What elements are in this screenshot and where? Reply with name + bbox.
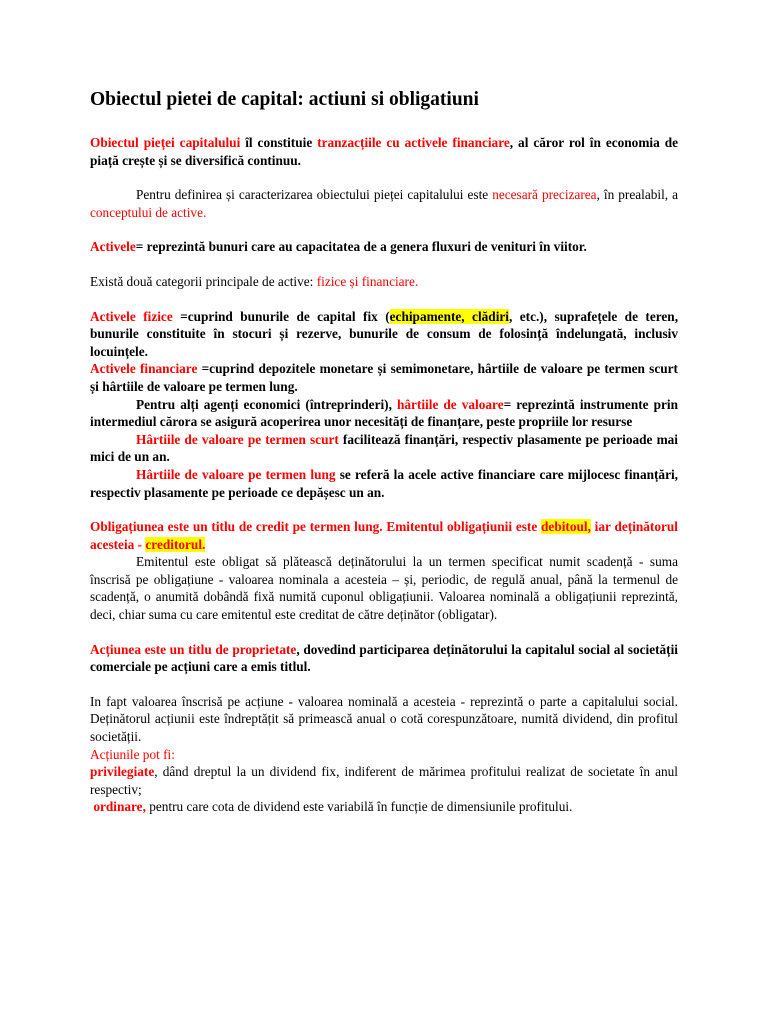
paragraph-long-term — [90, 466, 678, 501]
highlight-debtor: debitoul, — [541, 519, 591, 535]
text-span: , al căror rol în economia de piață crește și se diversifică continuu. — [90, 135, 678, 168]
text-span: pentru care cota de dividend este variabilă în funcție de dimensiunile profitului. — [145, 799, 573, 815]
text-span: , în prealabil, a — [596, 187, 679, 203]
term-long-term-securities: Hârtiile de valoare pe termen lung — [136, 466, 336, 482]
document-title: Obiectul pietei de capital: actiuni si obligatiuni — [90, 89, 479, 110]
term-ordinary: ordinare, — [93, 799, 146, 815]
text-span: , etc.), suprafețele de teren, bunurile constituite în stocuri și rezerve, bunurile de consum de folosință îndelungată, inclusiv locuințele. — [90, 308, 679, 359]
highlight-equipment-buildings: echipamente, clădiri — [389, 308, 509, 324]
term-assets: Activele — [90, 239, 136, 255]
term-necessary-clarification: necesară precizarea — [492, 187, 597, 203]
paragraph-short-term — [90, 431, 678, 466]
document-body — [90, 88, 678, 816]
paragraph-assets-definition — [90, 238, 678, 256]
paragraph-securities — [90, 396, 678, 431]
term-share-definition: Acțiunea este un titlu de proprietate — [90, 641, 297, 657]
paragraph-ordinary-shares — [90, 798, 678, 816]
term-holder: iar deținătorul acesteia - — [90, 519, 678, 552]
paragraph-bond — [90, 518, 678, 553]
paragraph-asset-categories — [90, 273, 678, 291]
paragraph-preferred-shares — [90, 763, 678, 798]
text-span: = reprezintă bunuri care au capacitatea de a genera fluxuri de venituri în viitor. — [135, 239, 587, 255]
term-short-term-securities: Hârtiile de valoare pe termen scurt — [136, 431, 339, 447]
term-physical-assets: Activele fizice — [90, 308, 173, 324]
paragraph-share — [90, 641, 678, 676]
term-securities: hârtiile de valoare — [396, 396, 504, 412]
term-preferred: privilegiate — [90, 764, 155, 780]
text-span: Pentru definirea și caracterizarea obiectului pieței capitalului este — [136, 187, 493, 203]
text-span: se referă la acele active financiare care mijlocesc finanțări, respectiv plasamente pe perioade ce depășesc un an. — [90, 466, 678, 500]
term-asset-concept: conceptului de active. — [90, 204, 207, 220]
text-span: =cuprind depozitele monetare și semimonetare, hârtiile de valoare pe termen scurt și hârtiile de valoare pe termen lung. — [90, 361, 678, 394]
paragraph-bond-details: Emitentul este obligat să plătească deținătorului la un termen specificat numit scadență - suma înscrisă pe obligațiune - valoarea nominala a acesteia – și, periodic, de regulă anual, până la termenul de scadență, o anumită dobândă fixă numită cuponul obligațiunii. Valoarea nominală a obligațiunii reprezintă, deci, chiar suma cu care emitentul este creditat de către deținător (obligatar). — [90, 554, 678, 623]
text-span: facilitează finanțări, respectiv plasamente pe perioade mai mici de un an. — [90, 431, 679, 465]
term-bond-definition: Obligațiunea este un titlu de credit pe termen lung. Emitentul obligațiunii este — [90, 519, 542, 535]
text-span: îl constituie — [240, 135, 318, 150]
term-capital-market-object: Obiectul pieței capitalului — [90, 135, 241, 150]
text-span: =cuprind bunurile de capital fix ( — [172, 308, 390, 324]
highlight-creditor: creditorul. — [145, 536, 206, 552]
term-financial-transactions: tranzacțiile cu activele financiare — [317, 135, 510, 150]
paragraph-physical-assets — [90, 308, 678, 361]
paragraph-definition — [90, 186, 678, 221]
term-financial-assets: Activele financiare — [90, 361, 198, 377]
text-span: Pentru alți agenți economici (întreprinderi), — [136, 396, 397, 412]
paragraph-financial-assets — [90, 360, 678, 395]
term-physical-financial: fizice și financiare. — [316, 273, 419, 289]
text-span: , dând dreptul la un dividend fix, indiferent de mărimea profitului realizat de societate în anul respectiv; — [90, 764, 678, 797]
paragraph-market-object — [90, 134, 678, 169]
text-span: , dovedind participarea deținătorului la capitalul social al societății comerciale pe acțiuni care a emis titlul. — [90, 641, 679, 675]
paragraph-share-value: In fapt valoarea înscrisă pe acțiune - valoarea nominală a acesteia - reprezintă o parte a capitalului social. Deținătorul acțiunii este îndreptățit să primească anual o cotă corespunzătoare, numită dividend, din profitul societății. — [90, 693, 678, 745]
text-span: = reprezintă instrumente prin intermediul cărora se asigură acoperirea unor necesități de finanțare, peste propriile lor resurse — [90, 396, 678, 430]
text-span: Există două categorii principale de active: — [90, 273, 317, 289]
paragraph-share-types-label: Acțiunile pot fi: — [90, 746, 175, 762]
